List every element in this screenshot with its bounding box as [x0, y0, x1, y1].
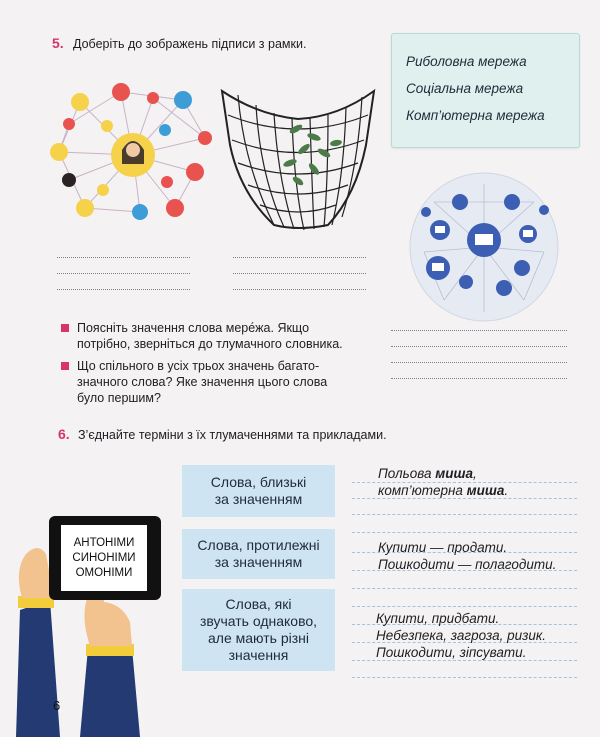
question-1: Поясніть значення слова мере́жа. Якщо потрібно, зверніться до тлумачного словника. [77, 321, 343, 351]
social-network-illustration [45, 80, 220, 230]
example-line [352, 677, 577, 678]
caption-options-box [391, 33, 580, 148]
example-synonyms[interactable]: Купити, придбати. Небезпека, загроза, ризик. Пошкодити, зіпсувати. [376, 611, 547, 660]
example-line [352, 606, 577, 607]
fishing-net-illustration [218, 85, 378, 235]
example-antonyms[interactable]: Купити — продати. Пошкодити — полагодити. [378, 540, 557, 572]
question-bullet [61, 324, 69, 332]
computer-network-illustration [404, 172, 564, 322]
phone-device [49, 516, 161, 600]
task-6-number: 6. [58, 426, 70, 442]
phone-screen [61, 525, 147, 591]
term-synonyms[interactable]: СИНОНІМИ [72, 551, 136, 564]
caption-option: Риболовна мережа [406, 54, 527, 69]
answer-line[interactable] [233, 289, 366, 290]
answer-line[interactable] [391, 330, 567, 331]
task-6-instruction: З’єднайте терміни з їх тлумаченнями та прикладами. [78, 428, 387, 442]
answer-line[interactable] [233, 257, 366, 258]
definition-box-homonyms[interactable]: Слова, які звучать однаково, але мають різні значення [182, 589, 335, 671]
example-line [352, 532, 577, 533]
page-number: 6 [53, 698, 61, 713]
term-homonyms[interactable]: ОМОНІМИ [75, 566, 133, 579]
task-5-instruction: Доберіть до зображень підписи з рамки. [73, 37, 307, 51]
answer-line[interactable] [391, 362, 567, 363]
question-bullet [61, 362, 69, 370]
definition-box-antonyms[interactable]: Слова, протилежні за значенням [182, 529, 335, 579]
term-antonyms[interactable]: АНТОНІМИ [73, 536, 135, 549]
answer-line[interactable] [391, 378, 567, 379]
example-line [352, 588, 577, 589]
task-5-number: 5. [52, 35, 64, 51]
answer-line[interactable] [233, 273, 366, 274]
answer-line[interactable] [391, 346, 567, 347]
definition-box-synonyms[interactable]: Слова, близькі за значенням [182, 465, 335, 517]
answer-line[interactable] [57, 289, 190, 290]
answer-line[interactable] [57, 257, 190, 258]
caption-option: Комп’ютерна мережа [406, 108, 545, 123]
example-line [352, 514, 577, 515]
question-2: Що спільного в усіх трьох значень багато- значного слова? Яке значення цього слова було першим? [77, 359, 328, 405]
answer-line[interactable] [57, 273, 190, 274]
example-homonyms[interactable]: Польова миша, комп’ютерна миша. [378, 466, 509, 498]
caption-option: Соціальна мережа [406, 81, 524, 96]
